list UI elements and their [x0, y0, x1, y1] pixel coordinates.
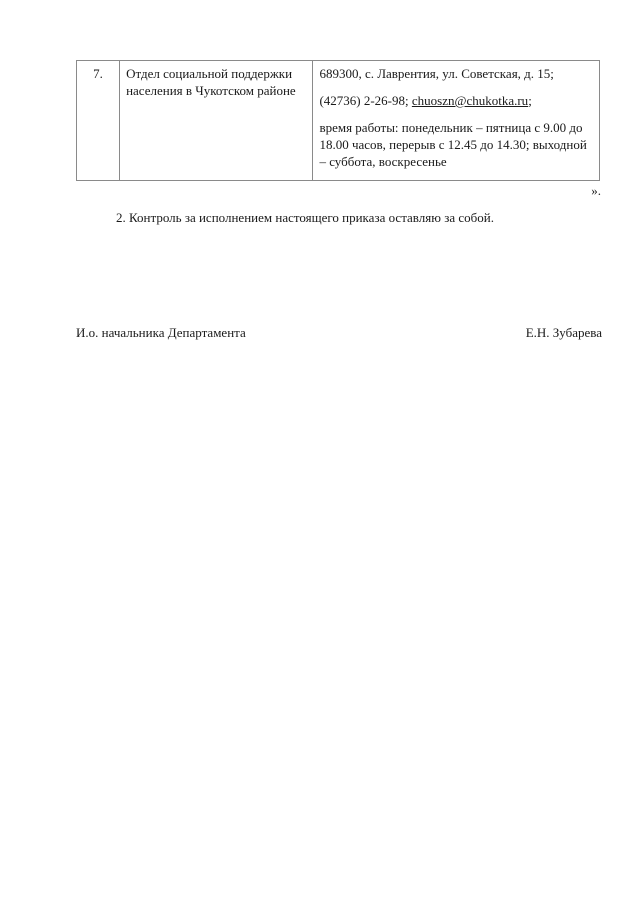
office-name: Отдел социальной поддержки населения в Чукотском районе: [120, 61, 313, 181]
office-email-link[interactable]: chuoszn@chukotka.ru: [411, 93, 529, 108]
office-phone-line: [319, 92, 593, 109]
offices-table: [76, 60, 600, 181]
office-hours: время работы: понедельник – пятница с 9.00 до 18.00 часов, перерыв с 12.45 до 14.30; выходной – суббота, воскресенье: [319, 120, 587, 169]
phone-line-suffix: ;: [528, 93, 532, 108]
office-address: 689300, с. Лаврентия, ул. Советская, д. 15;: [319, 66, 554, 81]
table-row: [77, 61, 600, 181]
office-phone: (42736) 2-26-98;: [319, 93, 412, 108]
row-number: 7.: [77, 61, 120, 181]
signature-name: Е.Н. Зубарева: [525, 325, 602, 340]
closing-quote: ».: [591, 183, 601, 198]
signature-position: И.о. начальника Департамента: [76, 325, 246, 340]
paragraph-item-2: 2. Контроль за исполнением настоящего приказа оставляю за собой.: [116, 210, 494, 225]
office-contacts: [313, 61, 600, 181]
